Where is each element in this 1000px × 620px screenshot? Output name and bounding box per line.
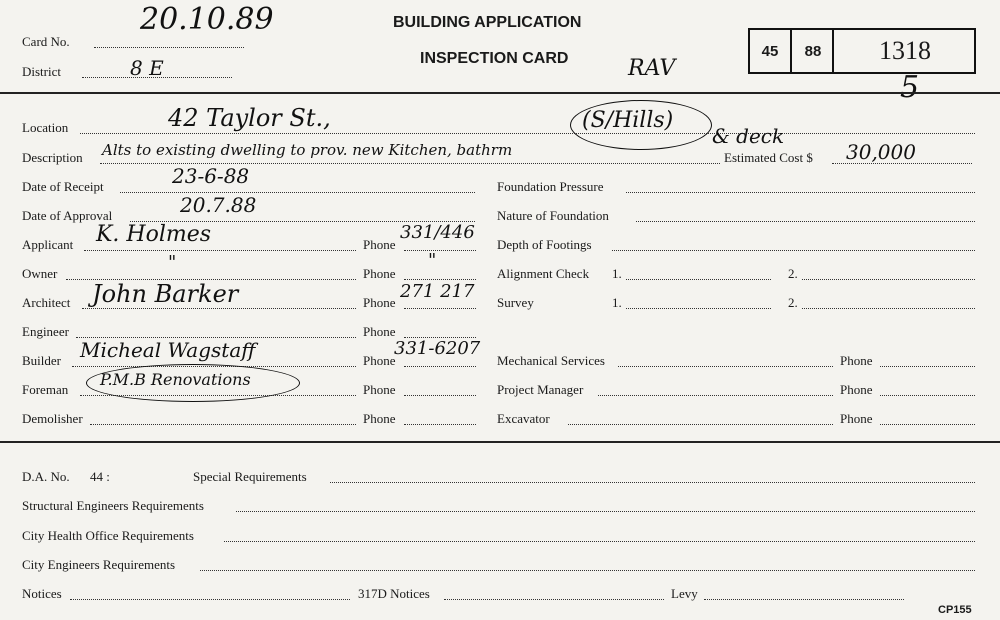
- notices-label: Notices: [22, 586, 62, 601]
- demolisher-line: [90, 424, 356, 425]
- form-code: CP155: [938, 604, 972, 616]
- description-value: Alts to existing dwelling to prov. new Kitchen, bathrm: [102, 141, 513, 159]
- alignment-check-num-1: 1.: [612, 266, 622, 281]
- location-extra: (S/Hills): [582, 108, 674, 133]
- structural-requirements-label: Structural Engineers Requirements: [22, 498, 204, 513]
- project-manager-line: [598, 395, 833, 396]
- da-no-value: 44 :: [90, 469, 110, 484]
- project-manager-label: Project Manager: [497, 382, 584, 397]
- survey-num-2: 2.: [788, 295, 798, 310]
- demolisher-label: Demolisher: [22, 411, 83, 426]
- header-divider: [0, 92, 1000, 94]
- builder-phone-line: [404, 366, 476, 367]
- handwritten-date: 20.10.89: [140, 2, 274, 37]
- city-engineers-line: [200, 570, 975, 571]
- special-requirements-line: [330, 482, 975, 483]
- architect-line: [82, 308, 356, 309]
- notices-317d-label: 317D Notices: [358, 586, 430, 601]
- applicant-line: [84, 250, 356, 251]
- title-line-2: INSPECTION CARD: [420, 50, 569, 67]
- handwritten-card-suffix: 5: [900, 70, 920, 105]
- builder-label: Builder: [22, 353, 61, 368]
- owner-phone-value: ": [428, 250, 437, 271]
- project-manager-phone-label: Phone: [840, 382, 873, 397]
- district-label: District: [22, 64, 61, 79]
- da-no-label: D.A. No.: [22, 469, 70, 484]
- card-number-cell-1: 45: [761, 42, 779, 60]
- alignment-check-line-2: [802, 279, 975, 280]
- architect-phone-value: 271 217: [400, 281, 475, 302]
- owner-phone-label: Phone: [363, 266, 396, 281]
- foundation-pressure-label: Foundation Pressure: [497, 179, 604, 194]
- applicant-phone-line: [404, 250, 476, 251]
- owner-label: Owner: [22, 266, 58, 281]
- estimated-cost-label: Estimated Cost $: [724, 150, 813, 165]
- demolisher-phone-label: Phone: [363, 411, 396, 426]
- mechanical-phone-line: [880, 366, 975, 367]
- foreman-phone-label: Phone: [363, 382, 396, 397]
- card-no-line: [94, 47, 244, 48]
- health-requirements-line: [224, 541, 975, 542]
- structural-requirements-line: [236, 511, 975, 512]
- applicant-label: Applicant: [22, 237, 74, 252]
- location-label: Location: [22, 120, 69, 135]
- project-manager-phone-line: [880, 395, 975, 396]
- architect-phone-label: Phone: [363, 295, 396, 310]
- date-approval-value: 20.7.88: [180, 193, 257, 217]
- estimated-cost-value: 30,000: [846, 140, 916, 164]
- builder-phone-value: 331-6207: [394, 338, 481, 359]
- excavator-phone-label: Phone: [840, 411, 873, 426]
- handwritten-initials: RAV: [628, 56, 676, 81]
- description-label: Description: [22, 150, 83, 165]
- date-approval-label: Date of Approval: [22, 208, 113, 223]
- foreman-label: Foreman: [22, 382, 69, 397]
- location-value: 42 Taylor St.,: [168, 104, 331, 132]
- applicant-value: K. Holmes: [96, 222, 212, 247]
- survey-line-1: [626, 308, 771, 309]
- mechanical-line: [618, 366, 833, 367]
- architect-value: John Barker: [92, 280, 239, 308]
- foreman-phone-line: [404, 395, 476, 396]
- mechanical-phone-label: Phone: [840, 353, 873, 368]
- mechanical-label: Mechanical Services: [497, 353, 605, 368]
- excavator-label: Excavator: [497, 411, 550, 426]
- applicant-phone-value: 331/446: [400, 222, 475, 243]
- location-line: [80, 133, 975, 134]
- levy-label: Levy: [671, 586, 698, 601]
- architect-phone-line: [404, 308, 476, 309]
- excavator-line: [568, 424, 833, 425]
- date-receipt-value: 23-6-88: [172, 164, 250, 188]
- survey-num-1: 1.: [612, 295, 622, 310]
- builder-value: Micheal Wagstaff: [80, 338, 256, 362]
- builder-phone-label: Phone: [363, 353, 396, 368]
- title-line-1: BUILDING APPLICATION: [393, 14, 582, 31]
- nature-foundation-line: [636, 221, 975, 222]
- foreman-value: P.M.B Renovations: [100, 370, 251, 389]
- excavator-phone-line: [880, 424, 975, 425]
- engineer-phone-label: Phone: [363, 324, 396, 339]
- applicant-phone-label: Phone: [363, 237, 396, 252]
- demolisher-phone-line: [404, 424, 476, 425]
- nature-foundation-label: Nature of Foundation: [497, 208, 609, 223]
- survey-label: Survey: [497, 295, 534, 310]
- card-number-box: [748, 28, 976, 74]
- date-receipt-label: Date of Receipt: [22, 179, 104, 194]
- card-no-label: Card No.: [22, 34, 70, 49]
- survey-line-2: [802, 308, 975, 309]
- special-requirements-label: Special Requirements: [193, 469, 307, 484]
- description-extra: & deck: [712, 124, 785, 148]
- depth-footings-label: Depth of Footings: [497, 237, 592, 252]
- levy-line: [704, 599, 904, 600]
- city-engineers-label: City Engineers Requirements: [22, 557, 176, 572]
- alignment-check-label: Alignment Check: [497, 266, 590, 281]
- foundation-pressure-line: [626, 192, 975, 193]
- notices-317d-line: [444, 599, 664, 600]
- engineer-label: Engineer: [22, 324, 69, 339]
- card-number-cell-2: 88: [790, 30, 834, 72]
- notices-line: [70, 599, 350, 600]
- owner-phone-line: [404, 279, 476, 280]
- owner-value: ": [168, 252, 177, 273]
- date-receipt-line: [120, 192, 475, 193]
- card-number-cell-3: 1318: [832, 30, 976, 72]
- section-divider: [0, 441, 1000, 443]
- alignment-check-line-1: [626, 279, 771, 280]
- district-value: 8 E: [130, 56, 164, 80]
- architect-label: Architect: [22, 295, 71, 310]
- alignment-check-num-2: 2.: [788, 266, 798, 281]
- depth-footings-line: [612, 250, 975, 251]
- health-requirements-label: City Health Office Requirements: [22, 528, 194, 543]
